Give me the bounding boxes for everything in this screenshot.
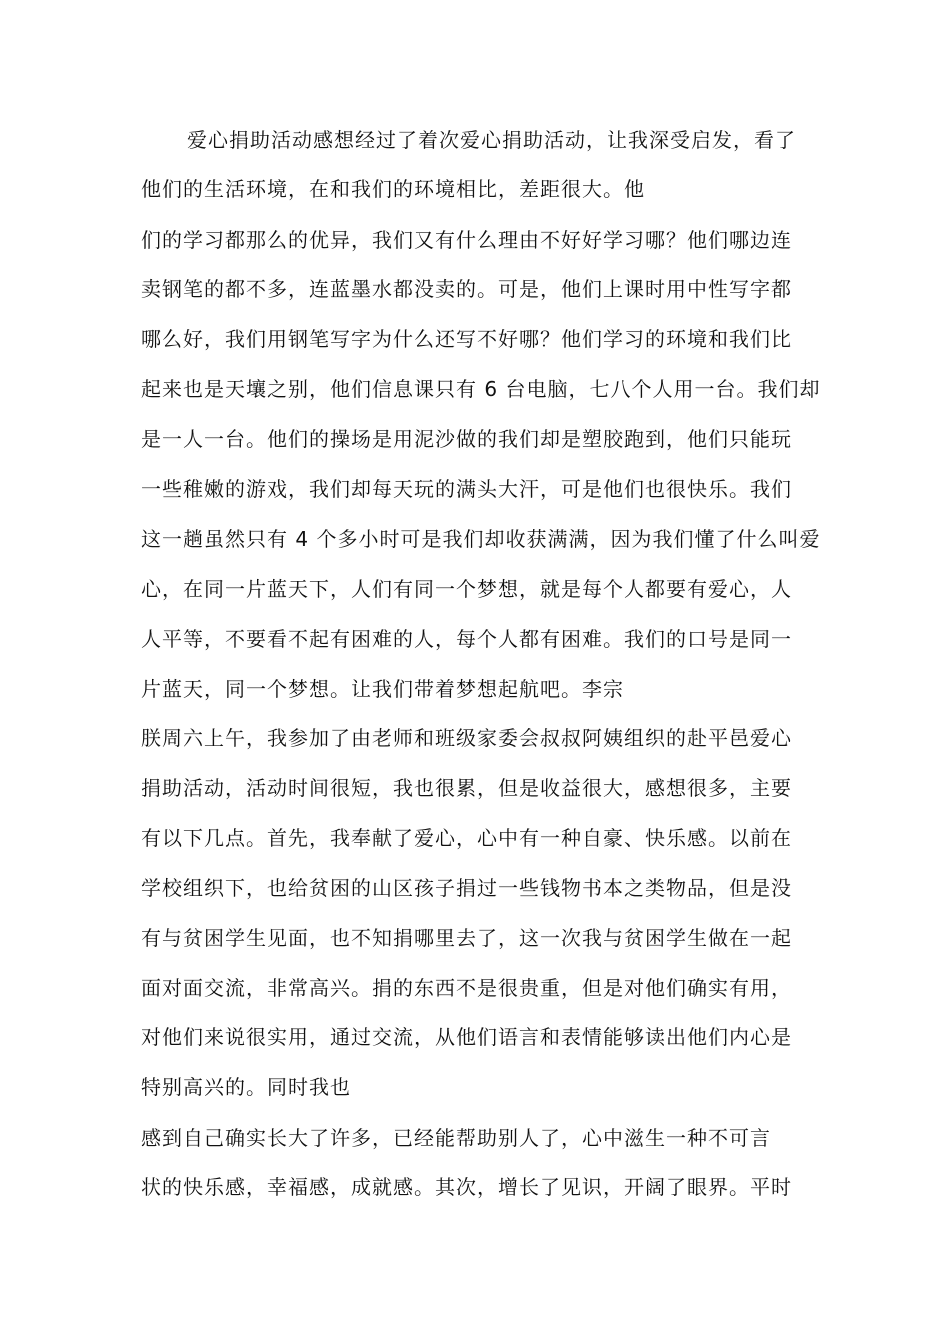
text-line: 们的学习都那么的优异，我们又有什么理由不好好学习哪？他们哪边连 — [141, 228, 792, 252]
text-line: 感到自己确实长大了许多，已经能帮助别人了，心中滋生一种不可言 — [141, 1126, 771, 1150]
text-line: 片蓝天，同一个梦想。让我们带着梦想起航吧。李宗 — [141, 677, 624, 701]
text-line: 学校组织下，也给贫困的山区孩子捐过一些钱物书本之类物品，但是没 — [141, 876, 792, 900]
text-line: 特别高兴的。同时我也 — [141, 1075, 351, 1099]
text-line: 捐助活动，活动时间很短，我也很累，但是收益很大，感想很多，主要 — [141, 776, 792, 800]
text-line: 爱心捐助活动感想经过了着次爱心捐助活动，让我深受启发，看了 — [187, 128, 796, 152]
text-line: 卖钢笔的都不多，连蓝墨水都没卖的。可是，他们上课时用中性写字都 — [141, 277, 792, 301]
text-line: 哪么好，我们用钢笔写字为什么还写不好哪？他们学习的环境和我们比 — [141, 327, 792, 351]
text-line: 对他们来说很实用，通过交流，从他们语言和表情能够读出他们内心是 — [141, 1025, 792, 1049]
text-line: 有与贫困学生见面，也不知捐哪里去了，这一次我与贫困学生做在一起 — [141, 926, 792, 950]
text-line: 起来也是天壤之别，他们信息课只有 6 台电脑，七八个人用一台。我们却 — [141, 377, 821, 401]
text-line: 心，在同一片蓝天下，人们有同一个梦想，就是每个人都要有爱心，人 — [141, 577, 792, 601]
text-line: 他们的生活环境，在和我们的环境相比，差距很大。他 — [141, 177, 645, 201]
text-line: 面对面交流，非常高兴。捐的东西不是很贵重，但是对他们确实有用， — [141, 976, 792, 1000]
text-line: 有以下几点。首先，我奉献了爱心，心中有一种自豪、快乐感。以前在 — [141, 826, 792, 850]
text-line: 朕周六上午，我参加了由老师和班级家委会叔叔阿姨组织的赴平邑爱心 — [141, 726, 792, 750]
text-line: 状的快乐感，幸福感，成就感。其次，增长了见识，开阔了眼界。平时 — [141, 1175, 792, 1199]
text-line: 这一趟虽然只有 4 个多小时可是我们却收获满满，因为我们懂了什么叫爱 — [141, 527, 821, 551]
text-line: 是一人一台。他们的操场是用泥沙做的我们却是塑胶跑到，他们只能玩 — [141, 427, 792, 451]
text-line: 一些稚嫩的游戏，我们却每天玩的满头大汗，可是他们也很快乐。我们 — [141, 477, 792, 501]
text-line: 人平等，不要看不起有困难的人，每个人都有困难。我们的口号是同一 — [141, 627, 792, 651]
